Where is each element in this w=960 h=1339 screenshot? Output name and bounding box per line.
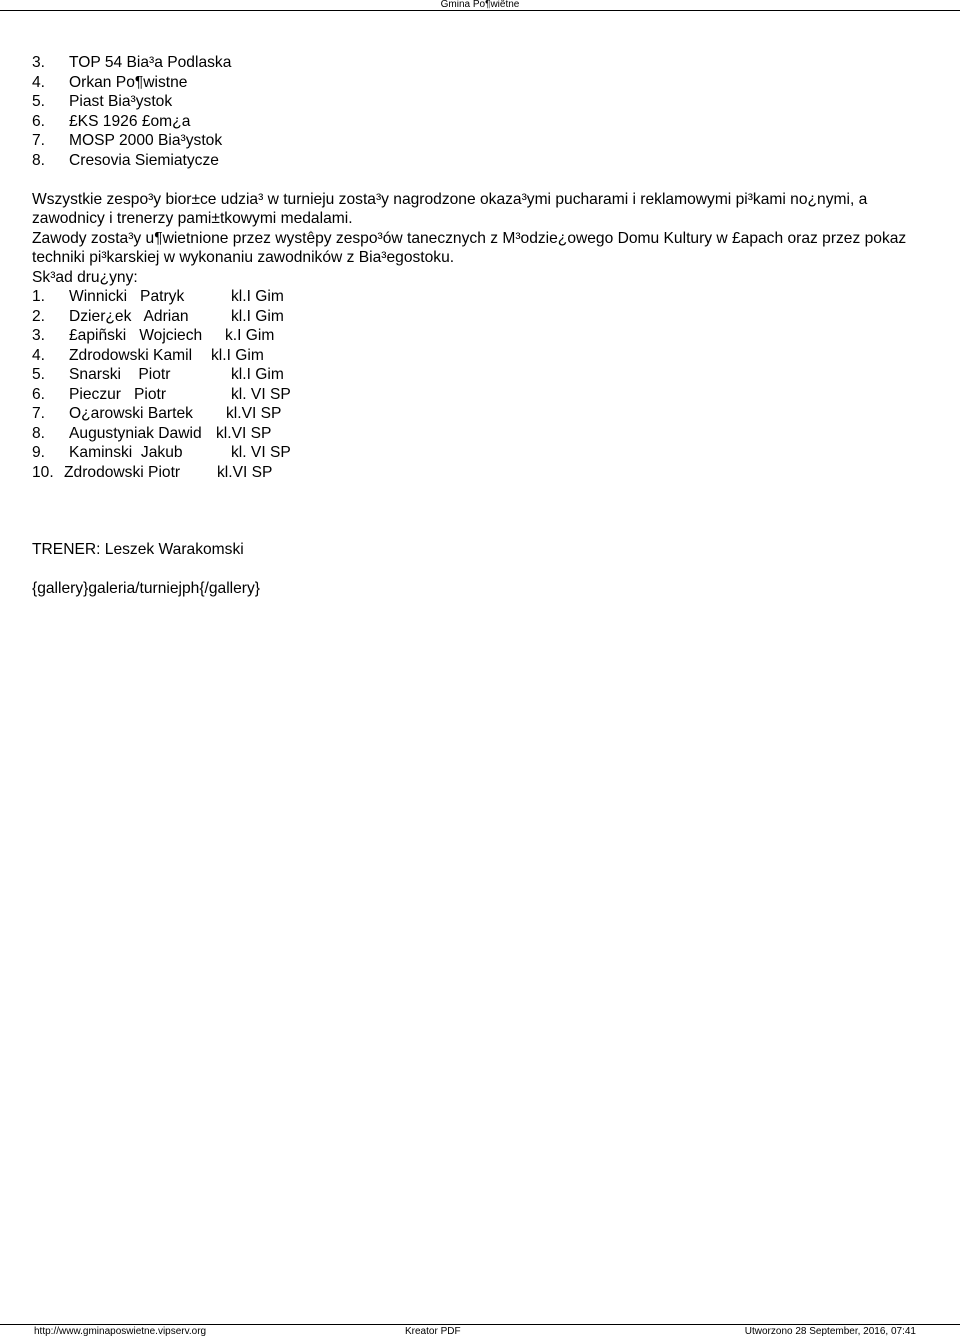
list-item: 8. Augustyniak Dawid kl.VI SP: [32, 424, 272, 442]
list-item: 4. Zdrodowski Kamil kl.I Gim: [32, 346, 264, 364]
list-item: 6. £KS 1926 £om¿a: [32, 112, 191, 130]
list-item: 3. TOP 54 Bia³a Podlaska: [32, 54, 232, 71]
spacer: [32, 170, 932, 190]
list-item: 3. £apiñski Wojciech k.I Gim: [32, 327, 275, 344]
list-item: 7. O¿arowski Bartek kl.VI SP: [32, 405, 282, 422]
spacer: [32, 482, 932, 540]
team-list: [32, 53, 932, 170]
page-header: [0, 0, 960, 11]
article-content: [32, 53, 932, 599]
squad-label: Sk³ad dru¿yny:: [32, 268, 138, 286]
footer-created-date: Utworzono 28 September, 2016, 07:41: [744, 1326, 916, 1337]
list-item: 5. Snarski Piotr kl.I Gim: [32, 366, 284, 383]
squad-list: [32, 287, 932, 482]
gallery-tag: {gallery}galeria/turniejph{/gallery}: [32, 580, 260, 597]
spacer: [32, 560, 932, 580]
trainer-line: TRENER: Leszek Warakomski: [32, 541, 244, 558]
list-item: 6. Pieczur Piotr kl. VI SP: [32, 385, 291, 403]
list-item: 8. Cresovia Siemiatycze: [32, 151, 219, 169]
page-footer: [0, 1324, 960, 1339]
event-paragraph: Zawody zosta³y u¶wietnione przez wystêpy zespo³ów tanecznych z M³odzie¿owego Domu Kultury w £apach oraz przez pokaz techniki pi³karskiej w wykonaniu zawodników z Bia³egostoku.: [32, 229, 907, 266]
list-item: 9. Kaminski Jakub kl. VI SP: [32, 444, 291, 461]
awards-paragraph: Wszystkie zespo³y bior±ce udzia³ w turnieju zosta³y nagrodzone okaza³ymi pucharami i reklamowymi pi³kami no¿nymi, a zawodnicy i trenerzy pami±tkowymi medalami.: [32, 190, 868, 227]
header-title: Gmina Po¶wiêtne: [440, 0, 520, 10]
footer-creator: Kreator PDF: [405, 1326, 461, 1337]
list-item: 7. MOSP 2000 Bia³ystok: [32, 132, 223, 149]
list-item: 5. Piast Bia³ystok: [32, 93, 173, 110]
list-item: 2. Dzier¿ek Adrian kl.I Gim: [32, 307, 284, 325]
list-item: 1. Winnicki Patryk kl.I Gim: [32, 288, 284, 305]
footer-url-link[interactable]: http://www.gminaposwietne.vipserv.org: [34, 1326, 207, 1337]
list-item: 4. Orkan Po¶wistne: [32, 73, 188, 91]
list-item: 10. Zdrodowski Piotr kl.VI SP: [32, 463, 273, 481]
